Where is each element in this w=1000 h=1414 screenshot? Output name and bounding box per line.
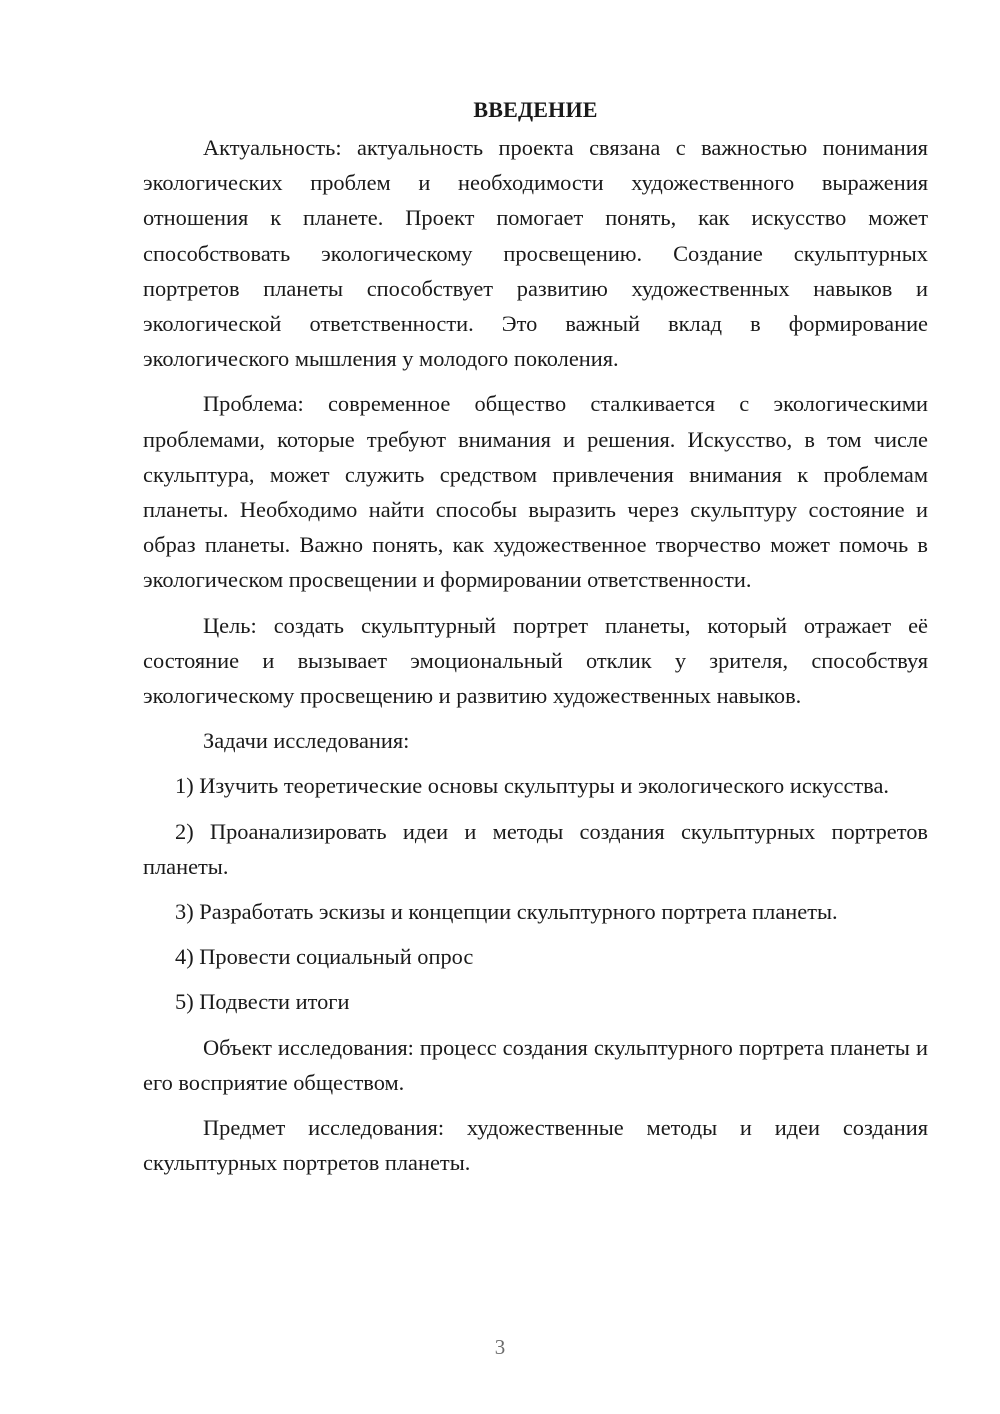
page-title: ВВЕДЕНИЕ (473, 97, 598, 122)
paragraph-goal: Цель: создать скульптурный портрет планеты, который отражает её состояние и вызывает эмоциональный отклик у зрителя, способствуя экологическому просвещению и развитию художественных навыков. (143, 612, 928, 709)
paragraph-problem: Проблема: современное общество сталкивается с экологическими проблемами, которые требуют внимания и решения. Искусство, в том числе скульптура, может служить средством привлечения внимания к проблемам планеты. Необходимо найти способы выразить через скульптуру состояние и образ планеты. Важно понять, как художественное творчество может помочь в экологическом просвещении и формировании ответственности. (143, 391, 928, 593)
document-page (143, 92, 928, 1190)
paragraph-object: Объект исследования: процесс создания скульптурного портрета планеты и его восприятие обществом. (143, 1034, 928, 1095)
page-number: 3 (494, 1335, 506, 1359)
list-item: 3) Разработать эскизы и концепции скульптурного портрета планеты. (175, 899, 838, 925)
paragraph-subject: Предмет исследования: художественные методы и идеи создания скульптурных портретов планеты. (143, 1115, 928, 1176)
list-item: 5) Подвести итоги (175, 989, 350, 1015)
list-item: 2) Проанализировать идеи и методы создания скульптурных портретов планеты. (143, 818, 928, 879)
list-item: 4) Провести социальный опрос (175, 944, 474, 970)
list-item: 1) Изучить теоретические основы скульптуры и экологического искусства. (175, 773, 889, 799)
paragraph-relevance: Актуальность: актуальность проекта связана с важностью понимания экологических проблем и необходимости художественного выражения отношения к планете. Проект помогает понять, как искусство может способствовать экологическому просвещению. Создание скульптурных портретов планеты способствует развитию художественных навыков и экологической ответственности. Это важный вклад в формирование экологического мышления у молодого поколения. (143, 135, 928, 372)
task-list (143, 768, 928, 1019)
tasks-title: Задачи исследования: (203, 728, 410, 754)
